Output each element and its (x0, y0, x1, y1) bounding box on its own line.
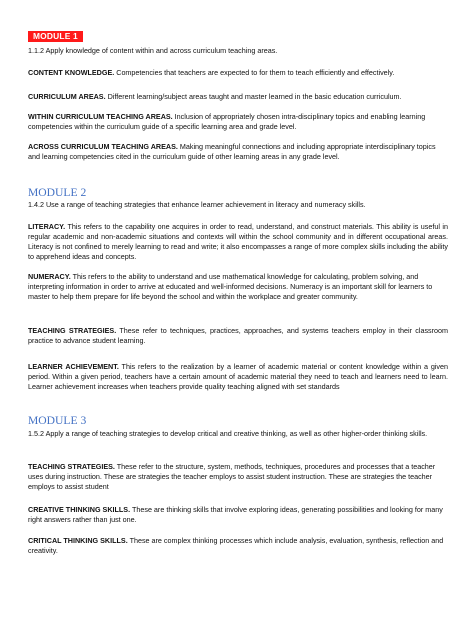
term: CRITICAL THINKING SKILLS. (28, 536, 128, 545)
term: ACROSS CURRICULUM TEACHING AREAS. (28, 142, 178, 151)
definition: These are thinking skills that involve exploring ideas, generating possibilities and looking for many right answers rather than just one. (28, 505, 443, 524)
term: WITHIN CURRICULUM TEACHING AREAS. (28, 112, 173, 121)
learner-achievement-definition (28, 362, 448, 392)
term: LEARNER ACHIEVEMENT. (28, 362, 119, 371)
definition: These refer to the structure, system, methods, techniques, procedures and processes that a teacher uses during instruction. These are strategies the teacher employs to assist student instruction. These are strategies the teacher employs to assist student (28, 462, 436, 491)
definition: This refers to the ability to understand and use mathematical knowledge for calculating, problem solving, and interpreting information in order to arrive at educated and well-informed decisions. Numeracy is an important skill for learners to master to help them prepare for life beyond the school and within the workplace and greater community. (28, 272, 433, 301)
module-1-heading: MODULE 1 (28, 31, 83, 42)
literacy-definition (28, 222, 448, 262)
module-2-competency: 1.4.2 Use a range of teaching strategies that enhance learner achievement in literacy and numeracy skills. (28, 200, 366, 209)
curriculum-areas-definition (28, 92, 448, 102)
term: CONTENT KNOWLEDGE. (28, 68, 115, 77)
module-3-heading: MODULE 3 (28, 414, 87, 427)
creative-thinking-definition (28, 505, 448, 525)
definition: Making meaningful connections and including appropriate interdisciplinary topics and learning competencies cited in the curriculum guide of other learning areas in any grade level. (28, 142, 436, 161)
definition: This refers to the realization by a learner of academic material or content knowledge within a given period. Within a given period, teachers have a certain amount of academic material they need to teach and learners need to learn. Learner achievement increases when teachers provide quality teaching aligned with set standards (28, 362, 449, 391)
term: TEACHING STRATEGIES. (28, 326, 117, 335)
definition: Inclusion of appropriately chosen intra-disciplinary topics and enabling learning competencies within the curriculum guide of a specific learning area and grade level. (28, 112, 426, 131)
content-knowledge-definition (28, 68, 448, 78)
numeracy-definition (28, 272, 448, 302)
definition: These refer to techniques, practices, approaches, and systems teachers employ in their classroom practice to advance student learning. (28, 326, 449, 345)
term: TEACHING STRATEGIES. (28, 462, 115, 471)
teaching-strategies-definition (28, 326, 448, 346)
definition: This refers to the capability one acquires in order to read, understand, and construct materials. This ability is useful in regular academic and non-academic situations and contexts will within the school community and in different occupational areas. Literacy is not confined to merely learning to read and write; it also encompasses a range of more complex skills including the ability to apprehend ideas and concepts. (28, 222, 448, 261)
term: CREATIVE THINKING SKILLS. (28, 505, 131, 514)
term: CURRICULUM AREAS. (28, 92, 106, 101)
module-3-competency: 1.5.2 Apply a range of teaching strategies to develop critical and creative thinking, as well as other higher-order thinking skills. (28, 429, 428, 438)
teaching-strategies-3-definition (28, 462, 448, 492)
critical-thinking-definition (28, 536, 448, 556)
definition: Different learning/subject areas taught and master learned in the basic education curriculum. (105, 92, 402, 101)
term: NUMERACY. (28, 272, 71, 281)
term: LITERACY. (28, 222, 66, 231)
across-curriculum-definition (28, 142, 448, 162)
within-curriculum-definition (28, 112, 448, 132)
definition: Competencies that teachers are expected to for them to teach efficiently and effectively. (114, 68, 395, 77)
definition: These are complex thinking processes which include analysis, evaluation, synthesis, reflection and creativity. (28, 536, 444, 555)
module-1-competency: 1.1.2 Apply knowledge of content within and across curriculum teaching areas. (28, 46, 278, 55)
module-2-heading: MODULE 2 (28, 186, 87, 199)
